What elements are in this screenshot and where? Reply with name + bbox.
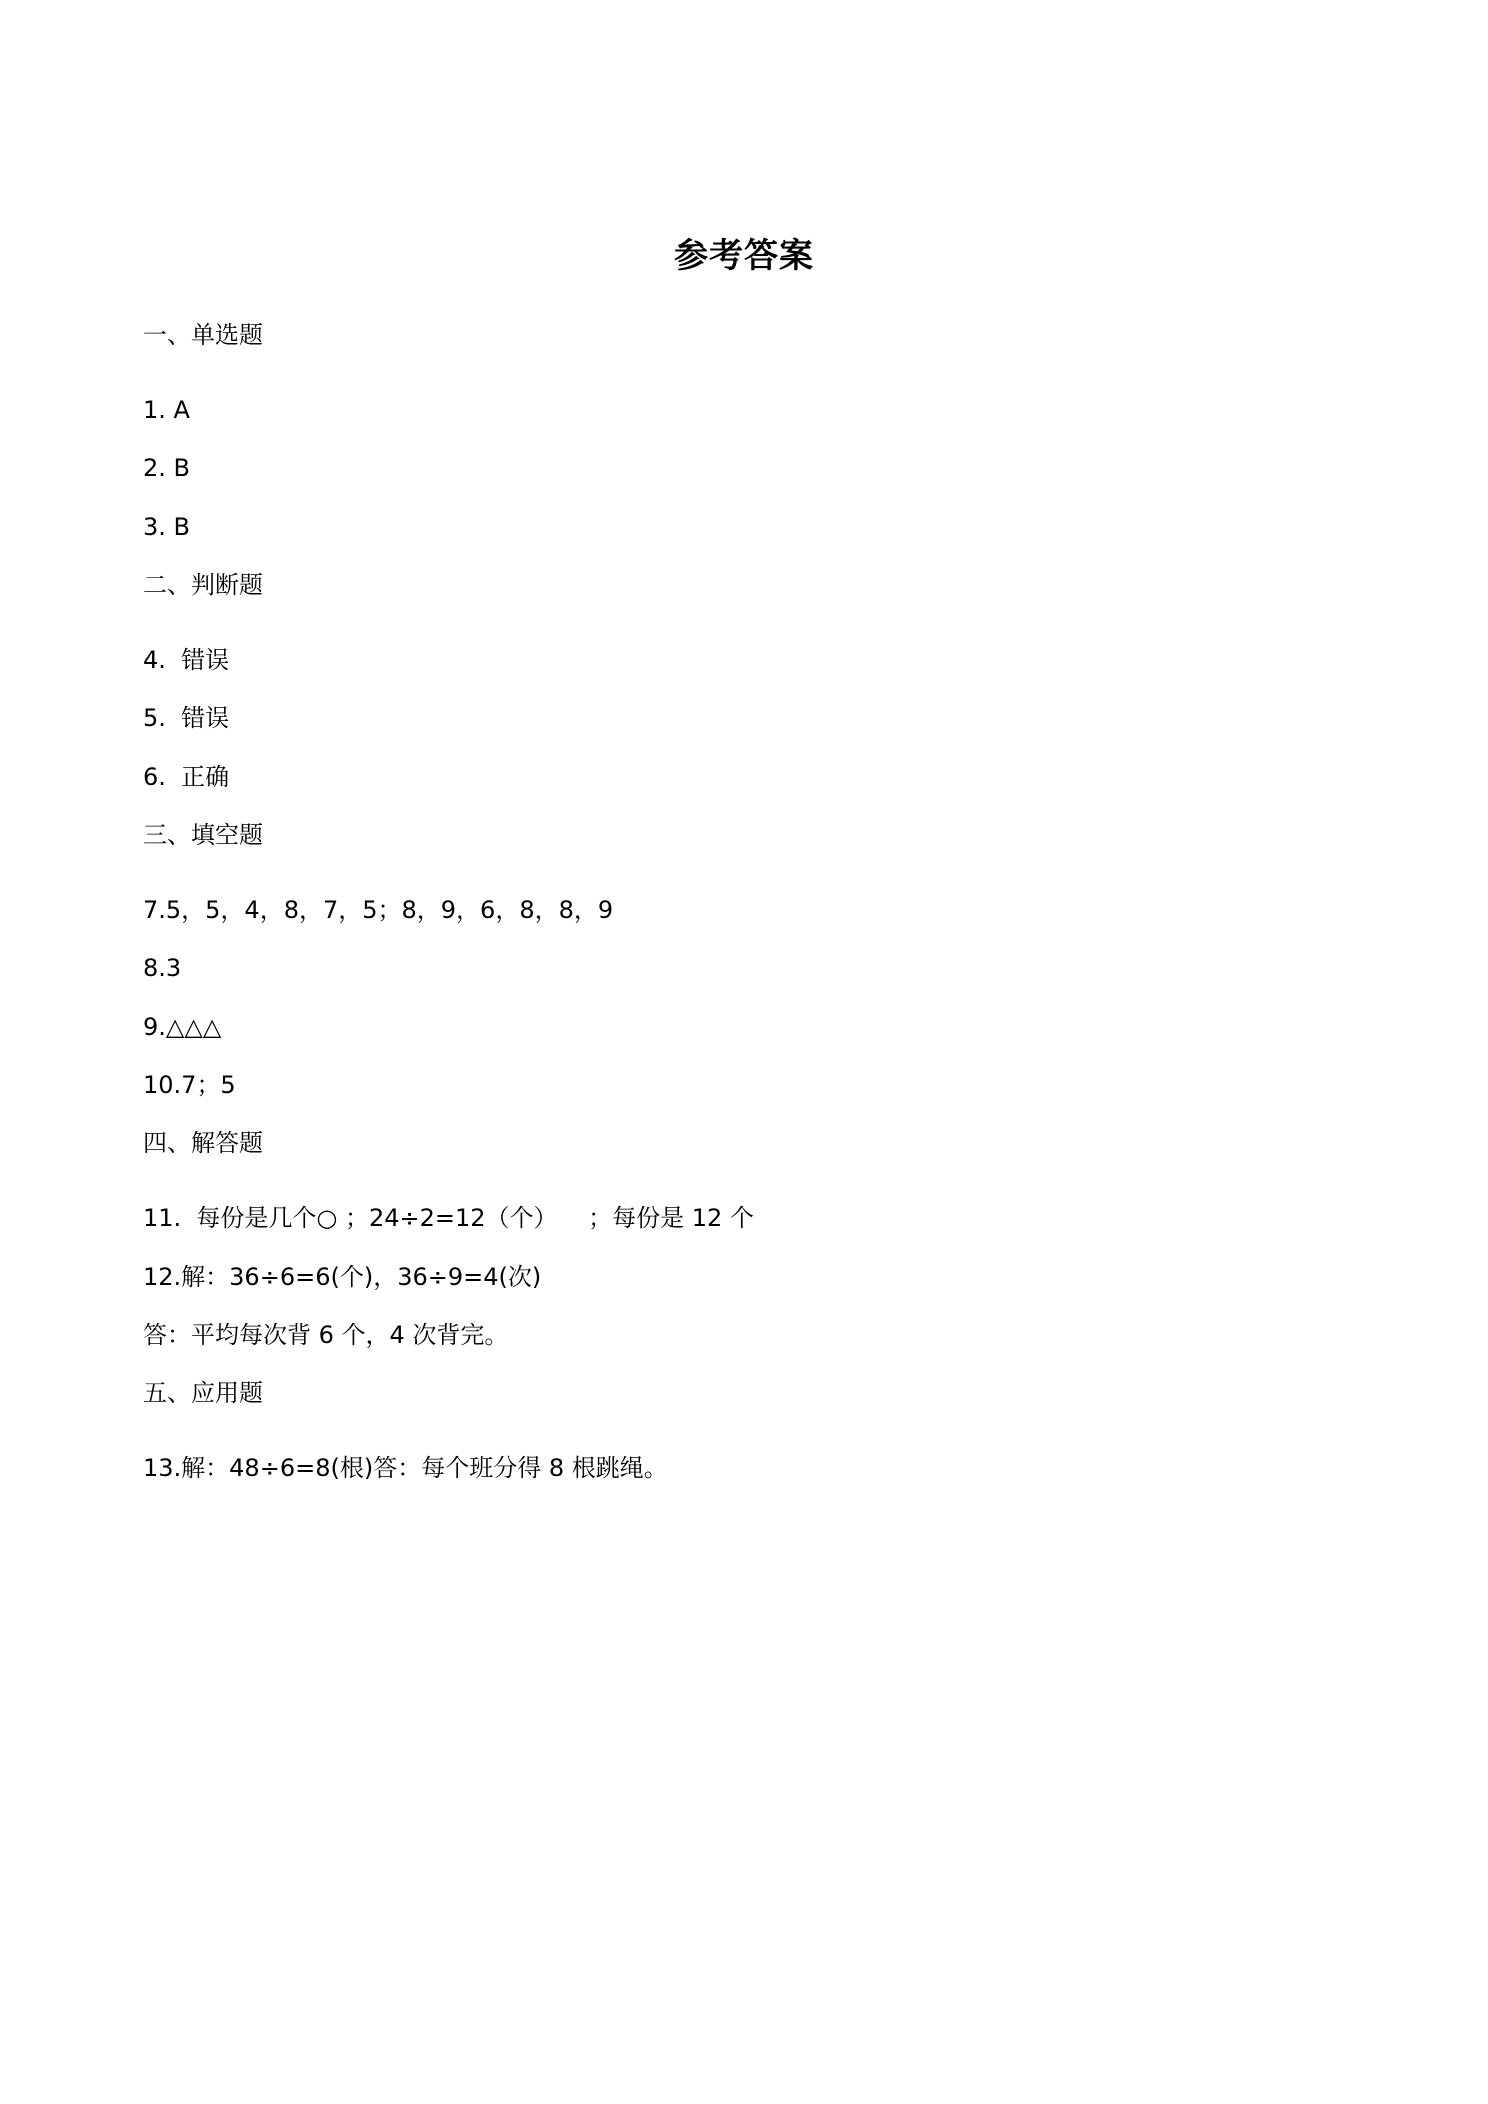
answer-item: 9.△△△ — [143, 1013, 222, 1041]
section-heading-fill-in: 三、填空题 — [143, 821, 263, 849]
answer-item: 4. 错误 — [143, 646, 230, 674]
answer-item: 11. 每份是几个○ ；24÷2=12（个） ；每份是 12 个 — [143, 1204, 754, 1232]
answer-item: 答：平均每次背 6 个，4 次背完。 — [143, 1321, 509, 1349]
answer-item: 12.解：36÷6=6(个)，36÷9=4(次) — [143, 1263, 542, 1291]
answer-item: 5. 错误 — [143, 704, 230, 732]
answer-item: 10.7；5 — [143, 1071, 236, 1099]
answer-item: 13.解：48÷6=8(根)答：每个班分得 8 根跳绳。 — [143, 1454, 668, 1482]
section-heading-application: 五、应用题 — [143, 1379, 263, 1407]
answer-item: 1. A — [143, 396, 190, 424]
section-heading-true-false: 二、判断题 — [143, 571, 263, 599]
answer-item: 2. B — [143, 454, 190, 482]
page-title: 参考答案 — [674, 236, 814, 276]
section-heading-single-choice: 一、单选题 — [143, 321, 263, 349]
section-heading-problem-solving: 四、解答题 — [143, 1129, 263, 1157]
answer-item: 6. 正确 — [143, 763, 230, 791]
answer-item: 7.5，5，4，8，7，5；8，9，6，8，8，9 — [143, 896, 614, 924]
answer-item: 3. B — [143, 513, 190, 541]
answer-item: 8.3 — [143, 954, 182, 982]
